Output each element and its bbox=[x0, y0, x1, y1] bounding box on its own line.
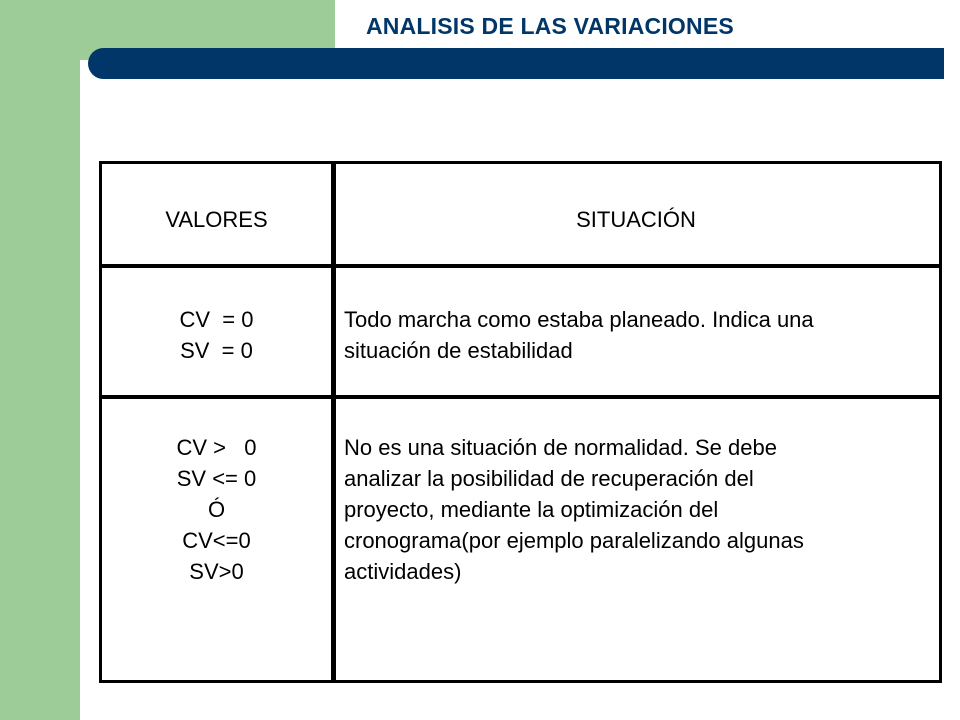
title-accent-bar bbox=[88, 48, 944, 79]
row-divider bbox=[102, 264, 939, 268]
header-valores: VALORES bbox=[165, 207, 268, 232]
variance-table bbox=[99, 161, 942, 683]
value-line: Ó bbox=[207, 497, 226, 522]
text-line: Todo marcha como estaba planeado. Indica una bbox=[344, 307, 814, 332]
text-line: situación de estabilidad bbox=[344, 338, 573, 363]
column-divider bbox=[331, 164, 336, 680]
value-line: CV = 0 bbox=[179, 307, 254, 332]
text-line: proyecto, mediante la optimización del bbox=[344, 497, 719, 522]
row2-valores bbox=[102, 432, 331, 587]
text-line: cronograma(por ejemplo paralelizando algunas bbox=[344, 528, 804, 553]
green-side-band bbox=[0, 0, 80, 720]
value-line: SV <= 0 bbox=[176, 466, 257, 491]
value-line: SV>0 bbox=[189, 559, 244, 584]
slide-title: ANALISIS DE LAS VARIACIONES bbox=[366, 13, 734, 39]
row2-situacion bbox=[344, 432, 934, 587]
row1-valores bbox=[102, 304, 331, 366]
header-situacion: SITUACIÓN bbox=[576, 207, 696, 232]
value-line: SV = 0 bbox=[180, 338, 253, 363]
row1-situacion bbox=[344, 304, 934, 366]
row-divider bbox=[102, 395, 939, 399]
text-line: analizar la posibilidad de recuperación del bbox=[344, 466, 754, 491]
value-line: CV<=0 bbox=[182, 528, 251, 553]
text-line: No es una situación de normalidad. Se debe bbox=[344, 435, 777, 460]
text-line: actividades) bbox=[344, 559, 462, 584]
value-line: CV > 0 bbox=[176, 435, 257, 460]
